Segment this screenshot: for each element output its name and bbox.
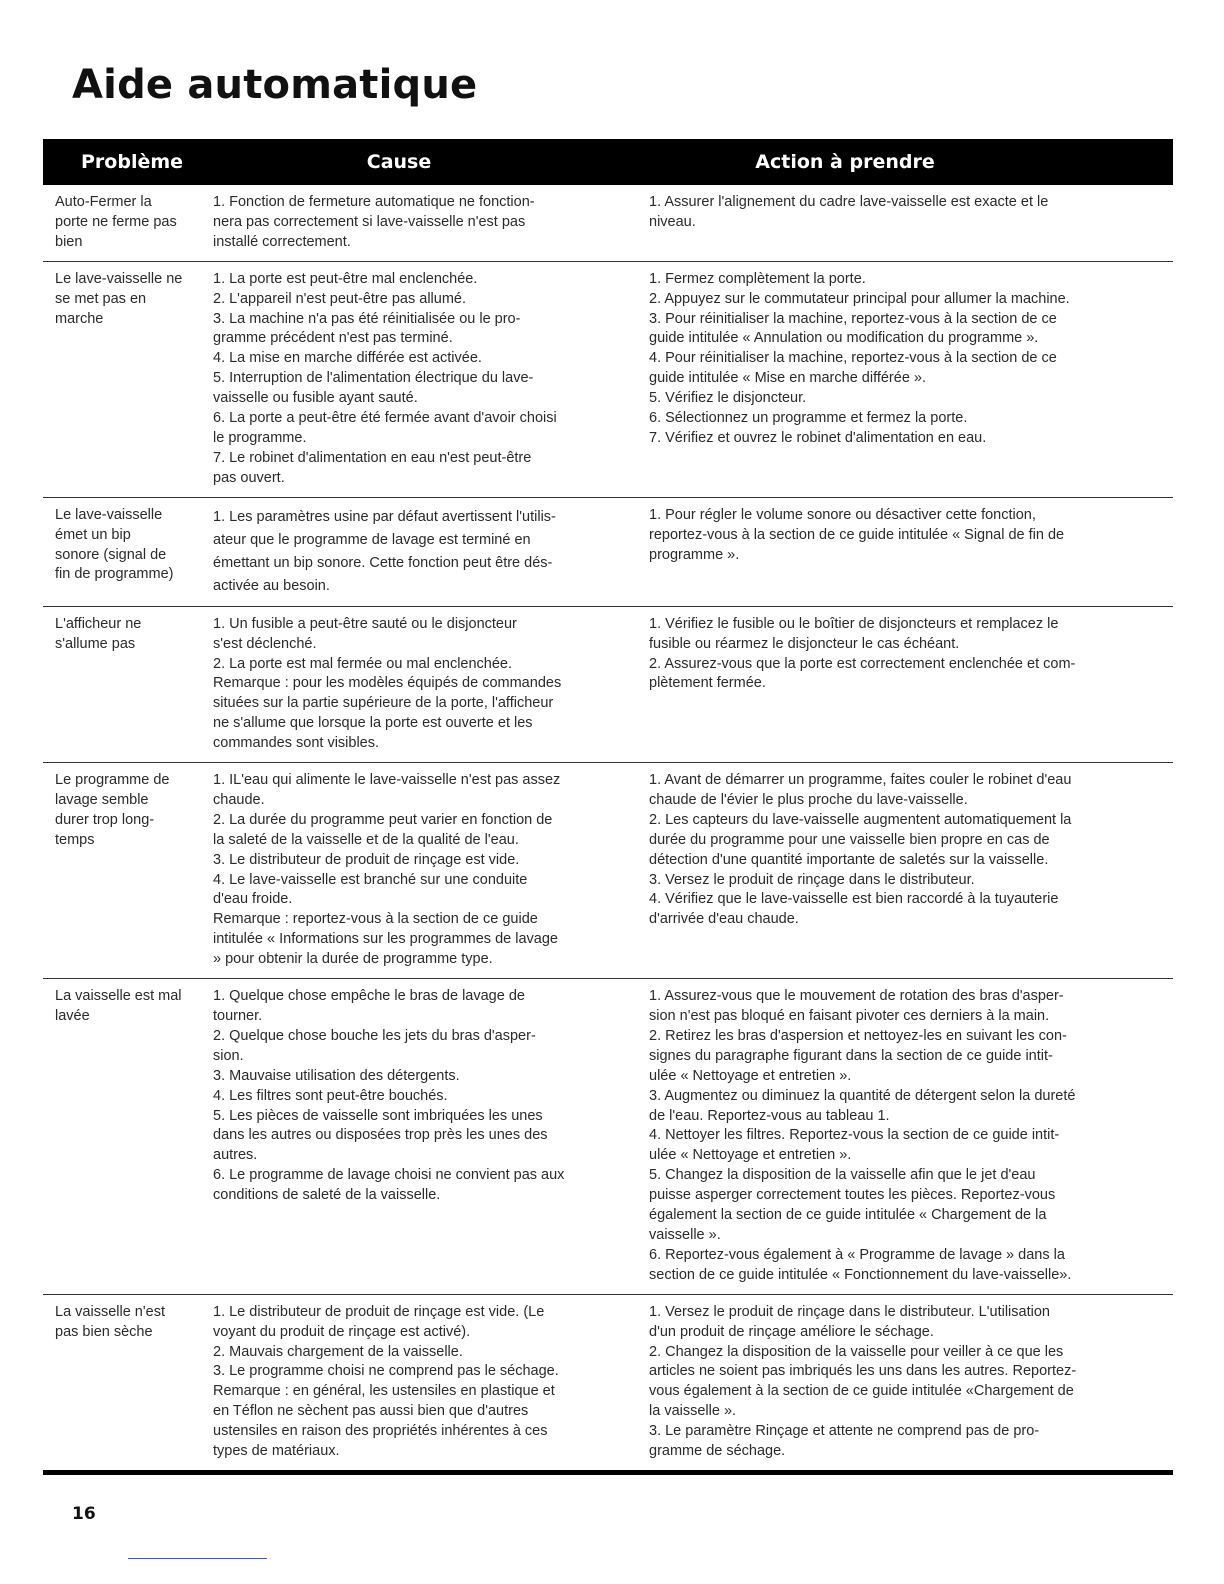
cause-text-line: 3. Le distributeur de produit de rinçage est vide.: [213, 851, 520, 868]
problem-text-line: sonore (signal de: [55, 546, 167, 563]
problem-text-line: marche: [55, 310, 104, 327]
cause-text-line: s'est déclenché.: [213, 635, 317, 652]
action-cell: [647, 606, 1173, 762]
action-text-line: 1. Pour régler le volume sonore ou désactiver cette fonction,: [649, 506, 1036, 523]
cause-text-line: voyant du produit de rinçage est activé).: [213, 1323, 471, 1340]
problem-text-line: Le lave-vaisselle: [55, 506, 163, 523]
action-cell: [647, 185, 1173, 261]
cause-text-line: 7. Le robinet d'alimentation en eau n'est peut-être: [213, 449, 532, 466]
cause-text-line: 2. Quelque chose bouche les jets du bras d'asper-: [213, 1027, 536, 1044]
action-text-line: puisse asperger correctement toutes les pièces. Reportez-vous: [649, 1187, 1056, 1204]
cause-text-line: 6. La porte a peut-être été fermée avant d'avoir choisi: [213, 410, 557, 427]
action-text-line: 2. Assurez-vous que la porte est correctement enclenchée et com-: [649, 655, 1076, 672]
problem-text-line: Le lave-vaisselle ne: [55, 270, 183, 287]
action-text-line: sion n'est pas bloqué en faisant pivoter ces derniers à la main.: [649, 1008, 1050, 1024]
cause-cell: [211, 261, 647, 497]
problem-text-line: se met pas en: [55, 290, 147, 307]
problem-cell: [43, 261, 211, 497]
cause-cell: [211, 497, 647, 606]
action-text-line: articles ne soient pas imbriqués les uns dans les autres. Reportez-: [649, 1363, 1077, 1380]
header-cause: Cause: [211, 139, 647, 185]
action-text-line: 1. Assurer l'alignement du cadre lave-vaisselle est exacte et le: [649, 194, 1049, 210]
cause-text-line: 1. Un fusible a peut-être sauté ou le disjoncteur: [213, 615, 517, 632]
cause-text-line: autres.: [213, 1147, 258, 1164]
action-text-line: d'arrivée d'eau chaude.: [649, 911, 799, 928]
cause-text-line: » pour obtenir la durée de programme type.: [213, 951, 493, 968]
cause-text-line: commandes sont visibles.: [213, 735, 380, 752]
problem-text-line: La vaisselle n'est: [55, 1303, 165, 1320]
action-text-line: vaisselle ».: [649, 1226, 721, 1243]
problem-text-line: temps: [55, 831, 95, 848]
cause-cell: [211, 763, 647, 979]
problem-text-line: durer trop long-: [55, 811, 155, 828]
footer-link-line: [128, 1558, 267, 1559]
action-text-line: 6. Sélectionnez un programme et fermez la porte.: [649, 410, 968, 427]
cause-text-line: tourner.: [213, 1008, 263, 1024]
table-row: [43, 606, 1173, 762]
cause-text-line: 4. Les filtres sont peut-être bouchés.: [213, 1087, 448, 1104]
cause-text-line: chaude.: [213, 791, 265, 808]
problem-text-line: L'afficheur ne: [55, 615, 142, 632]
cause-text-line: intitulée « Informations sur les programmes de lavage: [213, 931, 558, 948]
cause-text-line: installé correctement.: [213, 233, 351, 250]
cause-text-line: 6. Le programme de lavage choisi ne convient pas aux: [213, 1167, 565, 1184]
action-text-line: 4. Nettoyer les filtres. Reportez-vous la section de ce guide intit-: [649, 1127, 1060, 1144]
cause-cell: [211, 979, 647, 1295]
problem-cell: [43, 606, 211, 762]
action-text-line: gramme de séchage.: [649, 1443, 786, 1460]
cause-text-line: 2. La porte est mal fermée ou mal enclenchée.: [213, 655, 513, 672]
cause-text-line: 1. La porte est peut-être mal enclenchée.: [213, 270, 478, 287]
action-text-line: programme ».: [649, 546, 740, 563]
action-text-line: signes du paragraphe figurant dans la section de ce guide intit-: [649, 1047, 1053, 1064]
cause-text-line: 3. La machine n'a pas été réinitialisée ou le pro-: [213, 310, 521, 327]
cause-text-line: 3. Le programme choisi ne comprend pas le séchage.: [213, 1363, 559, 1380]
cause-text-line: nera pas correctement si lave-vaisselle n'est pas: [213, 213, 526, 230]
problem-cell: [43, 763, 211, 979]
cause-text-line: 5. Les pièces de vaisselle sont imbriquées les unes: [213, 1107, 543, 1124]
cause-text-line: 1. Les paramètres usine par défaut avertissent l'utilis-: [213, 508, 556, 525]
action-text-line: 1. Fermez complètement la porte.: [649, 270, 866, 287]
table-row: [43, 1294, 1173, 1472]
cause-text-line: 2. La durée du programme peut varier en fonction de: [213, 811, 553, 828]
cause-text-line: dans les autres ou disposées trop près les unes des: [213, 1127, 548, 1144]
cause-text-line: ateur que le programme de lavage est terminé en: [213, 531, 531, 548]
cause-cell: [211, 606, 647, 762]
table-row: [43, 261, 1173, 497]
cause-text-line: gramme précédent n'est pas terminé.: [213, 330, 453, 347]
action-text-line: ulée « Nettoyage et entretien ».: [649, 1067, 852, 1084]
action-text-line: vous également à la section de ce guide intitulée «Chargement de: [649, 1383, 1074, 1400]
table-header: [43, 139, 1173, 185]
action-text-line: 3. Augmentez ou diminuez la quantité de détergent selon la dureté: [649, 1087, 1076, 1104]
cause-text-line: Remarque : pour les modèles équipés de commandes: [213, 675, 562, 692]
problem-text-line: lavage semble: [55, 791, 149, 808]
problem-text-line: porte ne ferme pas: [55, 213, 177, 230]
cause-text-line: 1. Fonction de fermeture automatique ne fonction-: [213, 194, 535, 210]
table-header-row: [43, 139, 1173, 185]
troubleshooting-table: [43, 139, 1173, 1475]
troubleshooting-table-container: [43, 139, 1173, 1475]
cause-text-line: la saleté de la vaisselle et de la qualité de l'eau.: [213, 831, 519, 848]
cause-text-line: 1. Le distributeur de produit de rinçage est vide. (Le: [213, 1303, 545, 1320]
cause-text-line: 5. Interruption de l'alimentation électrique du lave-: [213, 370, 534, 387]
page-number: 16: [72, 1504, 96, 1524]
action-text-line: durée du programme pour une vaisselle bien propre en cas de: [649, 831, 1050, 848]
action-text-line: ulée « Nettoyage et entretien ».: [649, 1147, 852, 1164]
cause-text-line: ustensiles en raison des propriétés inhérentes à ces: [213, 1423, 548, 1440]
action-cell: [647, 261, 1173, 497]
problem-text-line: lavée: [55, 1008, 90, 1024]
action-text-line: guide intitulée « Annulation ou modification du programme ».: [649, 330, 1039, 347]
cause-text-line: Remarque : en général, les ustensiles en plastique et: [213, 1383, 555, 1400]
cause-text-line: 1. IL'eau qui alimente le lave-vaisselle n'est pas assez: [213, 772, 561, 789]
problem-text-line: bien: [55, 233, 83, 250]
problem-text-line: fin de programme): [55, 566, 174, 583]
header-action: Action à prendre: [647, 139, 1173, 185]
action-text-line: 1. Vérifiez le fusible ou le boîtier de disjoncteurs et remplacez le: [649, 615, 1059, 632]
problem-cell: [43, 185, 211, 261]
action-text-line: 1. Assurez-vous que le mouvement de rotation des bras d'asper-: [649, 988, 1064, 1005]
cause-text-line: 4. La mise en marche différée est activée.: [213, 350, 482, 367]
cause-text-line: émettant un bip sonore. Cette fonction peut être dés-: [213, 554, 553, 571]
cause-text-line: sion.: [213, 1047, 244, 1064]
action-text-line: 5. Changez la disposition de la vaisselle afin que le jet d'eau: [649, 1167, 1036, 1184]
cause-text-line: conditions de saleté de la vaisselle.: [213, 1187, 441, 1204]
cause-text-line: ne s'allume que lorsque la porte est ouverte et les: [213, 715, 533, 732]
action-text-line: 2. Les capteurs du lave-vaisselle augmentent automatiquement la: [649, 811, 1072, 828]
cause-text-line: 4. Le lave-vaisselle est branché sur une conduite: [213, 871, 528, 888]
action-text-line: 4. Pour réinitialiser la machine, reportez-vous à la section de ce: [649, 350, 1057, 367]
problem-cell: [43, 979, 211, 1295]
action-text-line: 3. Versez le produit de rinçage dans le distributeur.: [649, 871, 975, 888]
table-row: [43, 497, 1173, 606]
table-row: [43, 979, 1173, 1295]
action-cell: [647, 1294, 1173, 1472]
action-text-line: de l'eau. Reportez-vous au tableau 1.: [649, 1107, 890, 1124]
action-text-line: détection d'une quantité importante de saletés sur la vaisselle.: [649, 851, 1049, 868]
problem-text-line: Le programme de: [55, 772, 170, 789]
cause-text-line: pas ouvert.: [213, 469, 285, 486]
cause-text-line: activée au besoin.: [213, 577, 330, 594]
action-text-line: la vaisselle ».: [649, 1403, 737, 1420]
action-text-line: 7. Vérifiez et ouvrez le robinet d'alimentation en eau.: [649, 429, 987, 446]
action-text-line: reportez-vous à la section de ce guide intitulée « Signal de fin de: [649, 526, 1065, 543]
problem-text-line: émet un bip: [55, 526, 131, 543]
problem-text-line: La vaisselle est mal: [55, 988, 182, 1005]
action-text-line: également la section de ce guide intitulée « Chargement de la: [649, 1207, 1047, 1224]
cause-text-line: d'eau froide.: [213, 891, 293, 908]
action-text-line: 3. Le paramètre Rinçage et attente ne comprend pas de pro-: [649, 1423, 1040, 1440]
action-text-line: 1. Avant de démarrer un programme, faites couler le robinet d'eau: [649, 772, 1072, 789]
table-body: [43, 185, 1173, 1472]
action-text-line: 6. Reportez-vous également à « Programme de lavage » dans la: [649, 1246, 1065, 1263]
cause-text-line: 2. L'appareil n'est peut-être pas allumé.: [213, 290, 466, 307]
action-text-line: guide intitulée « Mise en marche différée ».: [649, 370, 927, 387]
cause-cell: [211, 1294, 647, 1472]
problem-text-line: s'allume pas: [55, 635, 136, 652]
table-row: [43, 763, 1173, 979]
cause-text-line: situées sur la partie supérieure de la porte, l'afficheur: [213, 695, 554, 712]
table-row: [43, 185, 1173, 261]
cause-text-line: types de matériaux.: [213, 1443, 340, 1460]
page-title: Aide automatique: [72, 62, 478, 108]
cause-text-line: 3. Mauvaise utilisation des détergents.: [213, 1067, 460, 1084]
problem-cell: [43, 1294, 211, 1472]
problem-cell: [43, 497, 211, 606]
cause-text-line: le programme.: [213, 429, 307, 446]
action-text-line: 2. Appuyez sur le commutateur principal pour allumer la machine.: [649, 290, 1070, 307]
action-text-line: niveau.: [649, 213, 696, 230]
action-text-line: 1. Versez le produit de rinçage dans le distributeur. L'utilisation: [649, 1303, 1050, 1320]
action-cell: [647, 763, 1173, 979]
action-text-line: fusible ou réarmez le disjoncteur le cas échéant.: [649, 635, 960, 652]
cause-text-line: 2. Mauvais chargement de la vaisselle.: [213, 1343, 463, 1360]
cause-text-line: vaisselle ou fusible ayant sauté.: [213, 390, 418, 407]
action-text-line: 2. Changez la disposition de la vaisselle pour veiller à ce que les: [649, 1343, 1064, 1360]
action-text-line: chaude de l'évier le plus proche du lave-vaisselle.: [649, 791, 968, 808]
action-text-line: 4. Vérifiez que le lave-vaisselle est bien raccordé à la tuyauterie: [649, 891, 1059, 908]
action-text-line: plètement fermée.: [649, 675, 766, 692]
problem-text-line: Auto-Fermer la: [55, 194, 152, 210]
cause-cell: [211, 185, 647, 261]
cause-text-line: 1. Quelque chose empêche le bras de lavage de: [213, 988, 525, 1005]
cause-text-line: en Téflon ne sèchent pas aussi bien que d'autres: [213, 1403, 529, 1420]
action-text-line: 5. Vérifiez le disjoncteur.: [649, 390, 807, 407]
action-text-line: section de ce guide intitulée « Fonctionnement du lave-vaisselle».: [649, 1266, 1072, 1283]
cause-text-line: Remarque : reportez-vous à la section de ce guide: [213, 911, 538, 928]
action-cell: [647, 497, 1173, 606]
action-text-line: 3. Pour réinitialiser la machine, reportez-vous à la section de ce: [649, 310, 1057, 327]
header-problem: Problème: [43, 139, 211, 185]
action-text-line: d'un produit de rinçage améliore le séchage.: [649, 1323, 934, 1340]
action-text-line: 2. Retirez les bras d'aspersion et nettoyez-les en suivant les con-: [649, 1027, 1067, 1044]
problem-text-line: pas bien sèche: [55, 1323, 153, 1340]
action-cell: [647, 979, 1173, 1295]
